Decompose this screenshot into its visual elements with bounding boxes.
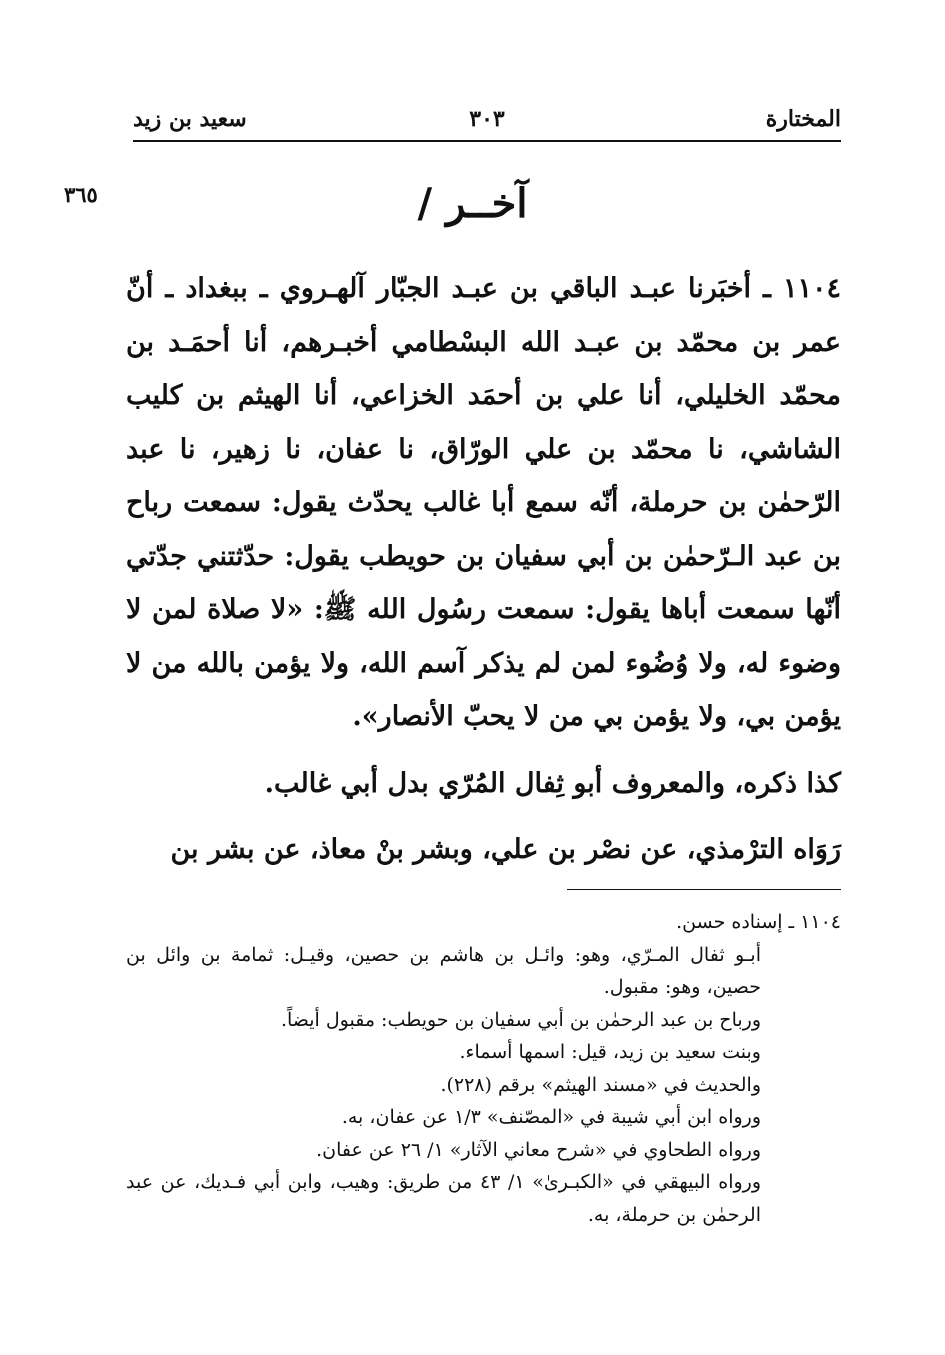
footnote-line: ورباح بن عبد الرحمٰن بن أبي سفيان بن حويطب: مقبول أيضاً.	[280, 1008, 761, 1031]
hadith-paragraph: ١١٠٤ ـ أخبَرنا عبـد الباقي بن عبـد الجبّار آلهـروي ـ ببغداد ـ أنّ عمر بن محمّد بن عبـد الله البسْطامي أخبـرهم، أنا أحمَـد بن محمّد الخليلي، أنا علي بن أحمَد الخزاعي، أنا الهيثم بن كليب الشاشي، نا محمّد بن علي الورّاق، نا عفان، نا زهير، نا عبد الرّحمٰن بن حرملة، أنّه سمع أبا غالب يحدّث يقول: سمعت رباح بن عبد الـرّحمٰن بن أبي سفيان بن حويطب يقول: حدّثتني جدّتي أنّها سمعت أباها يقول: سمعت رسُول الله ﷺ: «لا صلاة لمن لا وضوء له، ولا وُضُوء لمن لم يذكر آسم الله، ولا يؤمن بالله من لا يؤمن بي، ولا يؤمن بي من لا يحبّ الأنصار».	[126, 273, 841, 732]
book-title: المختارة	[765, 106, 841, 132]
footnote-line: وبنت سعيد بن زيد، قيل: اسمها أسماء.	[459, 1041, 761, 1063]
reference-note: رَوَاه الترْمذي، عن نصْر بن علي، وبشر بنْ معاذ، عن بشر بن	[170, 834, 841, 865]
footnote-line: ورواه البيهقي في «الكبـرىٰ» ١/ ٤٣ من طريق: وهيب، وابن أبي فـديك، عن عبد الرحمٰن بن حرملة، به.	[126, 1171, 761, 1226]
running-header	[133, 104, 841, 142]
margin-reference-number: ٣٦٥	[64, 182, 98, 207]
footnote-line: أبـو ثفال المـرّي، وهو: وائـل بن هاشم بن حصين، وقيـل: ثمامة بن وائل بن حصين، وهو: مقبول.	[126, 943, 761, 998]
section-title: / آخــر	[417, 180, 528, 227]
narrator-note: كذا ذكره، والمعروف أبو ثِفال المُرّي بدل أبي غالب.	[264, 767, 841, 799]
page-number: ٣٠٣	[469, 106, 505, 132]
footnote-line: ورواه الطحاوي في «شرح معاني الآثار» ١/ ٢٦ عن عفان.	[316, 1138, 761, 1161]
footnote-line: ورواه ابن أبي شيبة في «المصّنف» ١/٣ عن عفان، به.	[341, 1106, 761, 1128]
footnotes	[126, 906, 841, 1231]
footnote-line: ١١٠٤ ـ إسناده حسن.	[676, 911, 841, 933]
main-text	[126, 262, 841, 877]
footnote-divider	[567, 889, 841, 890]
chapter-name: سعيد بن زيد	[133, 106, 247, 132]
footnote-line: والحديث في «مسند الهيثم» برقم (٢٢٨).	[440, 1073, 761, 1096]
